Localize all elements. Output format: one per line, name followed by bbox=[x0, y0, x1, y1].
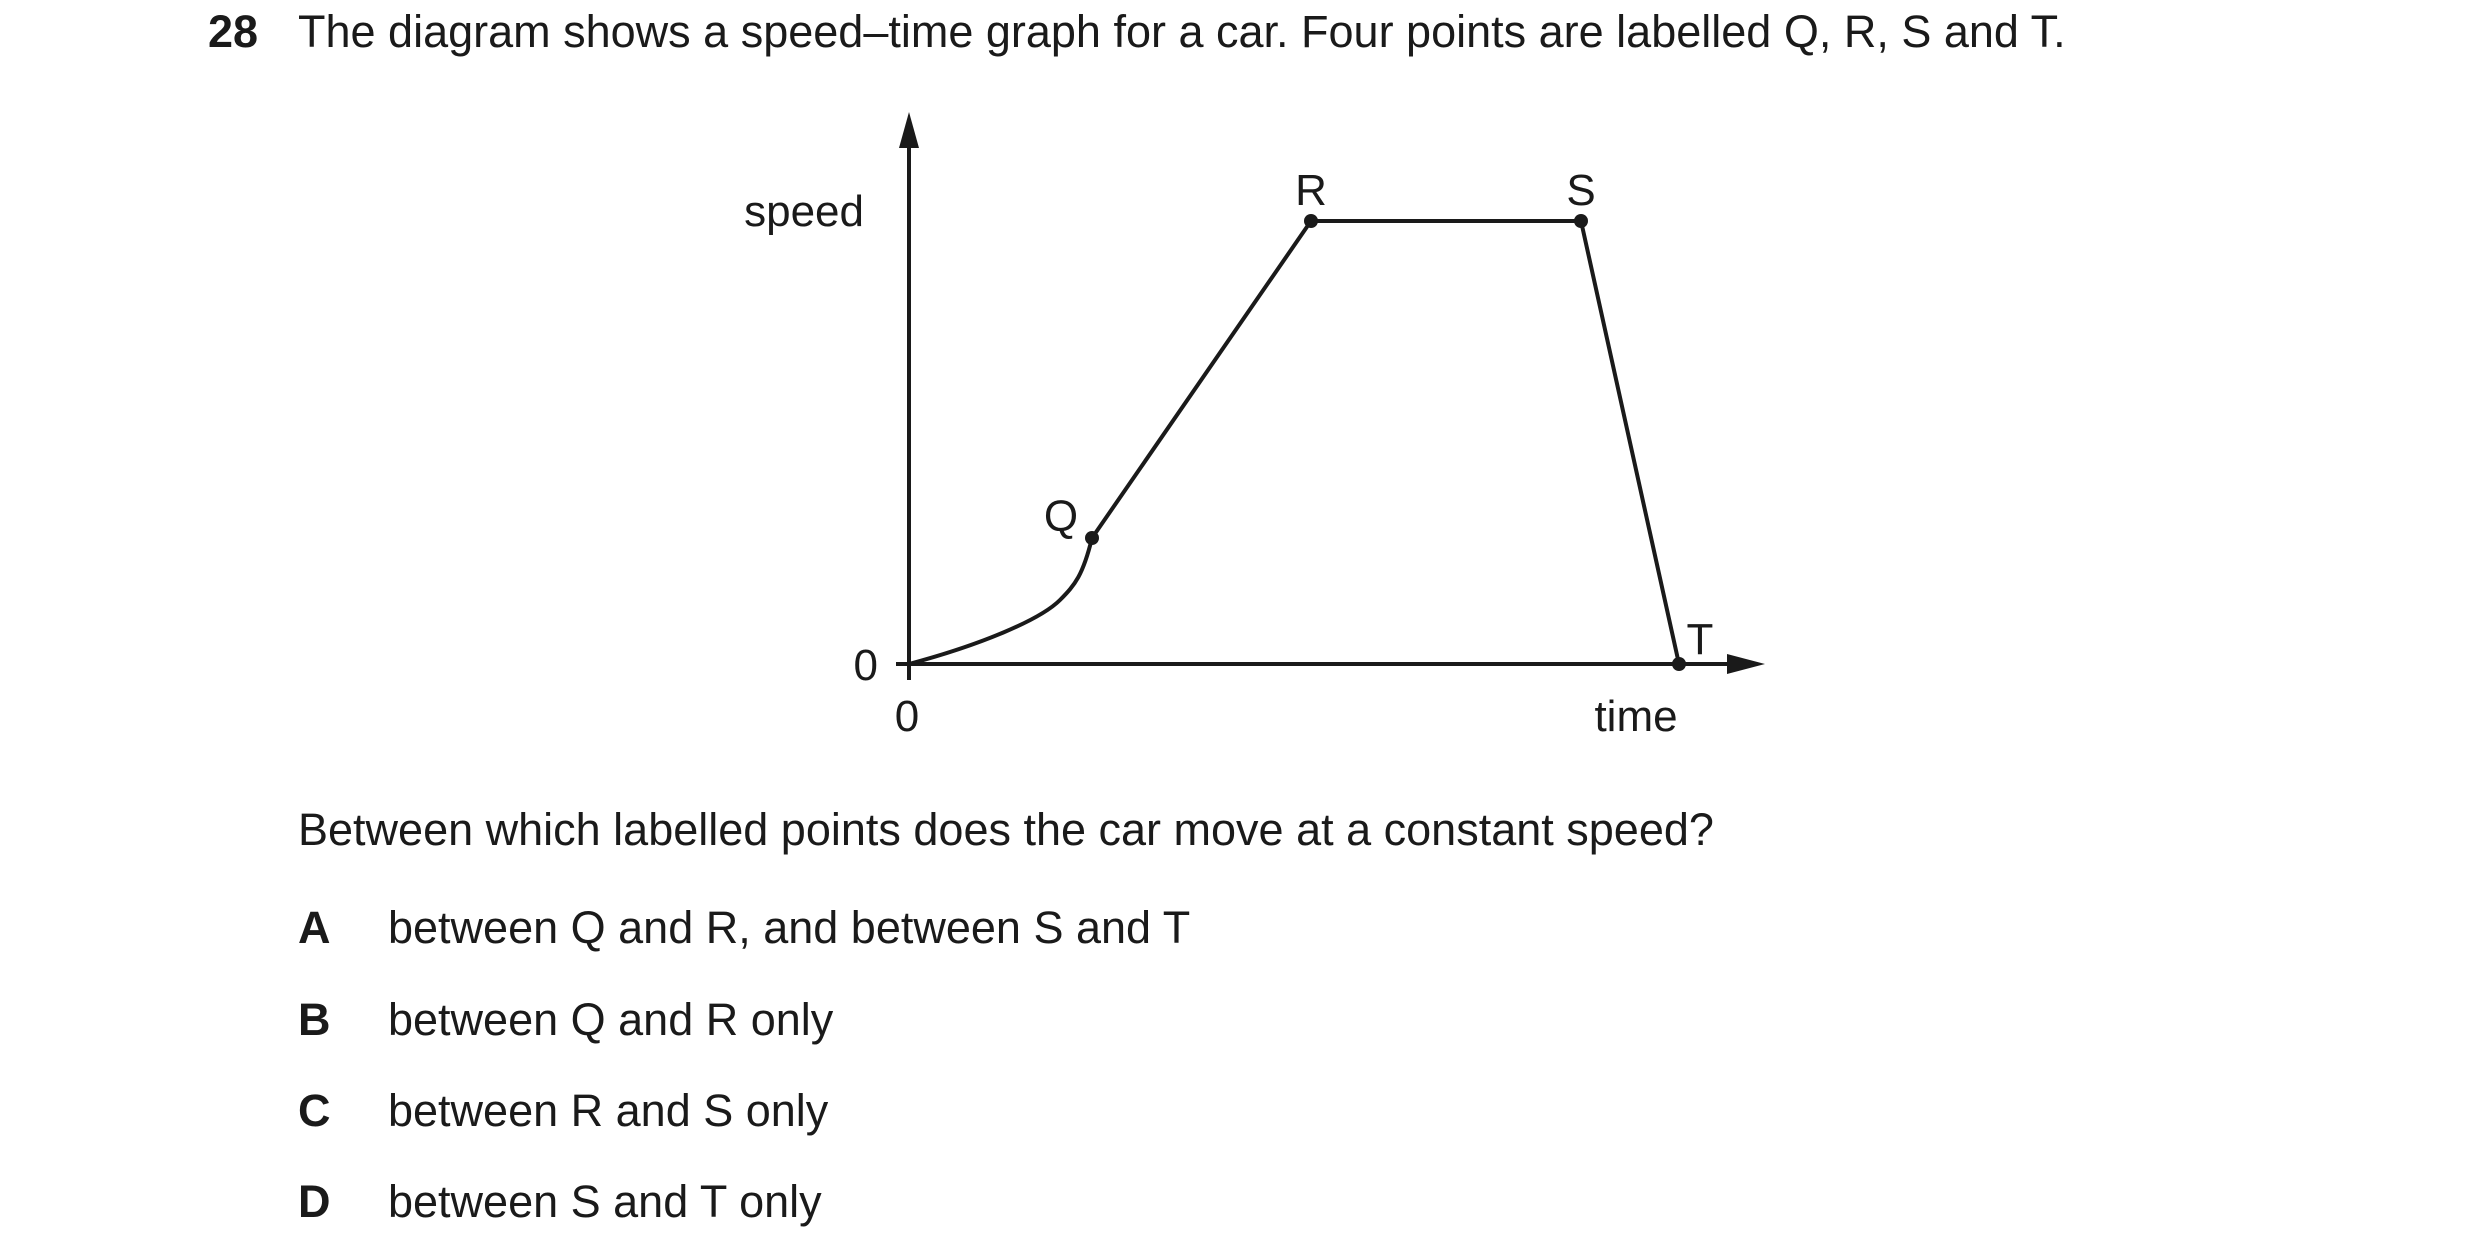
x-origin-label: 0 bbox=[894, 692, 920, 741]
option-d[interactable] bbox=[298, 1172, 822, 1232]
point-q-label: Q bbox=[1043, 492, 1079, 541]
point-t-label: T bbox=[1686, 615, 1714, 664]
question-text: The diagram shows a speed–time graph for a car. Four points are labelled Q, R, S and T. bbox=[298, 6, 2066, 57]
y-origin-label: 0 bbox=[853, 641, 878, 690]
x-axis-label: time bbox=[1594, 692, 1678, 741]
question-prompt: Between which labelled points does the car move at a constant speed? bbox=[298, 804, 1714, 855]
option-a-letter: A bbox=[298, 902, 331, 953]
point-s-marker bbox=[1574, 214, 1588, 228]
option-c-letter: C bbox=[298, 1085, 331, 1136]
point-s-label: S bbox=[1566, 166, 1596, 215]
option-a[interactable] bbox=[298, 898, 1190, 958]
y-axis-arrowhead bbox=[899, 112, 919, 148]
option-c[interactable] bbox=[298, 1081, 828, 1141]
graph-line bbox=[909, 221, 1679, 664]
option-b[interactable] bbox=[298, 990, 833, 1050]
point-r-label: R bbox=[1295, 166, 1327, 215]
option-b-letter: B bbox=[298, 994, 331, 1045]
option-c-text: between R and S only bbox=[388, 1085, 829, 1136]
option-d-letter: D bbox=[298, 1176, 331, 1227]
point-q-marker bbox=[1085, 531, 1099, 545]
option-a-text: between Q and R, and between S and T bbox=[388, 902, 1191, 953]
point-r-marker bbox=[1304, 214, 1318, 228]
option-d-text: between S and T only bbox=[388, 1176, 822, 1227]
option-b-text: between Q and R only bbox=[388, 994, 834, 1045]
x-axis-arrowhead bbox=[1727, 654, 1765, 674]
point-t-marker bbox=[1672, 657, 1686, 671]
question-number: 28 bbox=[208, 6, 259, 57]
y-axis-label: speed bbox=[744, 187, 864, 236]
